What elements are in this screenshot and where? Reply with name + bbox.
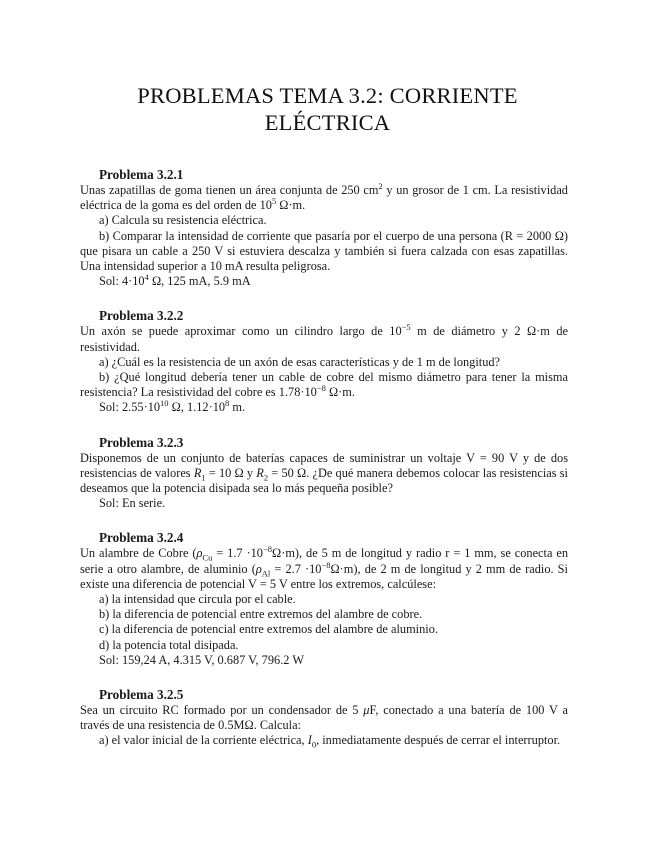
problem-statement: Un axón se puede aproximar como un cilindro largo de $10^{-5}$ m de diámetro y 2 Ω·m de resistividad. — [80, 322, 569, 354]
page-title-line-2: ELÉCTRICA — [264, 110, 391, 135]
question-c: c) la diferencia de potencial entre extremos del alambre de aluminio. — [99, 622, 438, 637]
question-a: a) la intensidad que circula por el cable. — [99, 592, 296, 607]
question-a: a) Calcula su resistencia eléctrica. — [99, 213, 267, 228]
problem-statement: Sea un circuito RC formado por un condensador de 5 μF, conectado a una batería de 100 V a través de una resistencia de 0.5MΩ. Calcula: — [80, 703, 568, 733]
problem-statement: Unas zapatillas de goma tienen un área conjunta de 250 $cm^2$ y un grosor de 1 cm. La resistividad eléctrica de la goma es del orden de $10^5$ Ω·m. — [80, 180, 568, 213]
problems-list — [80, 167, 568, 768]
solution: Sol: En serie. — [99, 496, 166, 511]
problem-3-2-3 — [80, 435, 568, 512]
problem-title: Problema 3.2.3 — [99, 434, 184, 450]
question-d: d) la potencia total disipada. — [99, 637, 239, 652]
question-b: b) la diferencia de potencial entre extremos del alambre de cobre. — [99, 607, 423, 622]
problem-statement: Un alambre de Cobre $(\rho_{Cu} = 1.7 \cdot 10^{-8}\Omega\cdot m)$, de 5 m de longitud y radio r = 1 mm, se conecta en serie a otro alambre, de aluminio $(\rho_{Al} = 2.7 \cdot 10^{-8}\Omega\cdot m)$, de 2 m de longitud y 2 mm de radio. Si existe una diferencia de potencial V = 5 V entre los extremos, calcúlese: — [80, 544, 569, 591]
problem-3-2-4 — [80, 530, 568, 668]
solution: Sol: $4\cdot 10^4$ Ω, 125 mA, 5.9 mA — [99, 272, 251, 289]
question-a: a) el valor inicial de la corriente eléctrica, $I_0$, inmediatamente después de cerrar el interruptor. — [99, 733, 561, 750]
problem-title: Problema 3.2.2 — [99, 308, 184, 324]
solution: Sol: 159,24 A, 4.315 V, 0.687 V, 796.2 W — [99, 652, 304, 667]
problem-statement: Disponemos de un conjunto de baterías capaces de suministrar un voltaje V = 90 V y de dos resistencias de valores $R_1 = 10$ Ω y $R_2 = 50$ Ω. ¿De qué manera debemos colocar las resistencias si deseamos que la potencia disipada sea lo más pequeña posible? — [80, 450, 568, 496]
problem-3-2-2 — [80, 308, 568, 415]
question-b: b) ¿Qué longitud debería tener un cable de cobre del mismo diámetro para tener la misma resistencia? La resistividad del cobre es $1.78\cdot 10^{-8}$ Ω·m. — [80, 370, 568, 400]
page-title-line-1: PROBLEMAS TEMA 3.2: CORRIENTE — [137, 83, 518, 108]
question-b: b) Comparar la intensidad de corriente que pasaría por el cuerpo de una persona (R = 2000 Ω) que pisara un cable a 250 V si estuviera descalza y también si fuera calzada con esas zapatillas. Una intensidad superior a 10 mA resulta peligrosa. — [80, 228, 568, 274]
problem-3-2-1 — [80, 167, 568, 289]
problem-title: Problema 3.2.4 — [99, 530, 184, 546]
problem-title: Problema 3.2.5 — [99, 687, 184, 703]
page-title — [0, 82, 655, 136]
question-a: a) ¿Cuál es la resistencia de un axón de esas características y de 1 m de longitud? — [99, 354, 501, 369]
solution: Sol: $2.55\cdot 10^{10}$ Ω, $1.12\cdot 10^8$ m. — [99, 398, 246, 415]
problem-3-2-5 — [80, 687, 568, 749]
problem-title: Problema 3.2.1 — [99, 167, 184, 182]
